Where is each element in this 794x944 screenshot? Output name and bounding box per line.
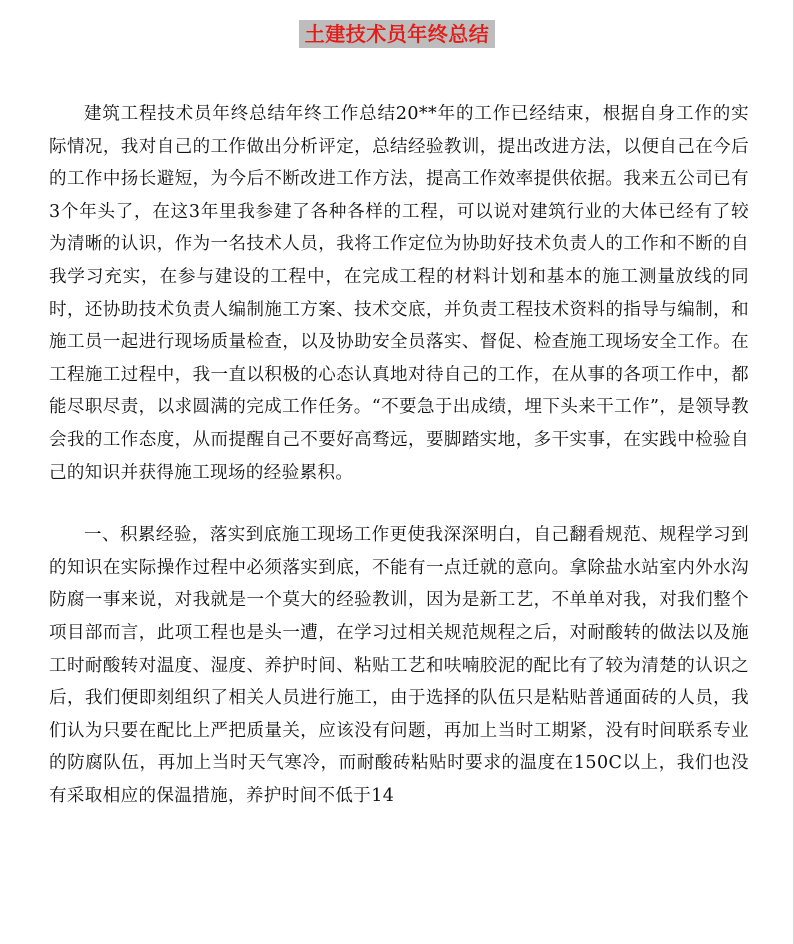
document-body [49, 98, 749, 812]
title-container [0, 20, 794, 48]
paragraph-intro: 建筑工程技术员年终总结年终工作总结20**年的工作已经结束，根据自身工作的实际情况，我对自己的工作做出分析评定，总结经验教训，提出改进方法，以便自己在今后的工作中扬长避短，为今后不断改进工作方法，提高工作效率提供依据。我来五公司已有3个年头了，在这3年里我参建了各种各样的工程，可以说对建筑行业的大体已经有了较为清晰的认识，作为一名技术人员，我将工作定位为协助好技术负责人的工作和不断的自我学习充实，在参与建设的工程中，在完成工程的材料计划和基本的施工测量放线的同时，还协助技术负责人编制施工方案、技术交底，并负责工程技术资料的指导与编制，和施工员一起进行现场质量检查，以及协助安全员落实、督促、检查施工现场安全工作。在工程施工过程中，我一直以积极的心态认真地对待自己的工作，在从事的各项工作中，都能尽职尽责，以求圆满的完成工作任务。“不要急于出成绩，埋下头来干工作”，是领导教会我的工作态度，从而提醒自己不要好高骛远，要脚踏实地，多干实事，在实践中检验自己的知识并获得施工现场的经验累积。 [49, 104, 749, 483]
document-title: 土建技术员年终总结 [299, 20, 496, 48]
paragraph-section-one: 一、积累经验，落实到底施工现场工作更使我深深明白，自己翻看规范、规程学习到的知识在实际操作过程中必须落实到底，不能有一点迁就的意向。拿除盐水站室内外水沟防腐一事来说，对我就是一个莫大的经验教训，因为是新工艺，不单单对我，对我们整个项目部而言，此项工程也是头一遭，在学习过相关规范规程之后，对耐酸转的做法以及施工时耐酸转对温度、湿度、养护时间、粘贴工艺和呋喃胶泥的配比有了较为清楚的认识之后，我们便即刻组织了相关人员进行施工，由于选择的队伍只是粘贴普通面砖的人员，我们认为只要在配比上严把质量关，应该没有问题，再加上当时工期紧，没有时间联系专业的防腐队伍，再加上当时天气寒冷，而耐酸砖粘贴时要求的温度在150C以上，我们也没有采取相应的保温措施，养护时间不低于14 [49, 525, 749, 806]
